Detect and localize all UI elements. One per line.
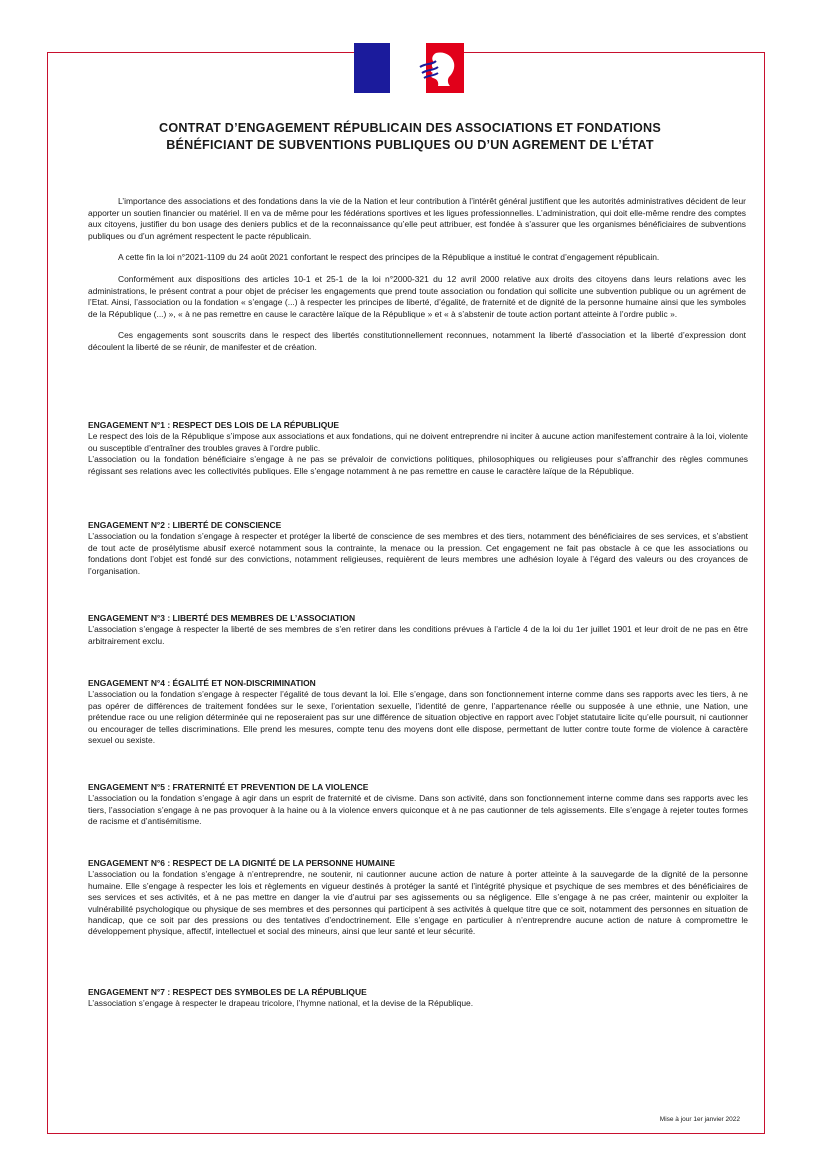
engagement-text: L’association ou la fondation s’engage à n’entreprendre, ne soutenir, ni cautionner aucune action de nature à porter atteinte à la sauvegarde de la dignité de la personne humaine. Elle s’engage à respecter les lois et règlements en vigueur destinés à protéger la santé et l’intégrité physique et psychique de ses membres et des bénéficiaires de ses services et ses activités, et à ne pas mettre en danger la vie d’autrui par ses agissements ou sa négligence. Elle s’engage à ne pas créer, maintenir ou exploiter la vulnérabilité psychologique ou physique de ses membres et des personnes qui participent à ses activités à quelque titre que ce soit, notamment des personnes en situation de handicap, que ce soit par des pressions ou des tentatives d’endoctrinement. Elle s’engage en particulier à n’entreprendre aucune action de nature à compromettre le développement physique, affectif, intellectuel et social des mineurs, ainsi que leur santé et leur sécurité. [88, 869, 748, 937]
engagement-heading: ENGAGEMENT N°2 : LIBERTÉ DE CONSCIENCE [88, 520, 282, 530]
engagement-text: Le respect des lois de la République s’impose aux associations et aux fondations, qui ne doivent entreprendre ni inciter à aucune action manifestement contraire à la loi, violente ou susceptible d’entraîner des troubles graves à l’ordre public. [88, 431, 748, 453]
engagement-heading: ENGAGEMENT N°4 : ÉGALITÉ ET NON-DISCRIMINATION [88, 678, 316, 688]
engagement-heading: ENGAGEMENT N°5 : FRATERNITÉ ET PREVENTION DE LA VIOLENCE [88, 782, 369, 792]
engagement-heading: ENGAGEMENT N°1 : RESPECT DES LOIS DE LA RÉPUBLIQUE [88, 420, 340, 430]
engagement-text: L’association ou la fondation s’engage à agir dans un esprit de fraternité et de civisme. Dans son activité, dans son fonctionnement interne comme dans ses rapports avec les tiers, l’association s’engage à ne pas provoquer à la haine ou à la violence envers quiconque et à ne pas cautionner de tels agissements. Elle s’engage à rejeter toutes formes de racisme et d’antisémitisme. [88, 793, 748, 827]
engagement-text: L’association s’engage à respecter la liberté de ses membres de s’en retirer dans les conditions prévues à l’article 4 de la loi du 1er juillet 1901 et leur droit de ne pas en être arbitrairement exclu. [88, 624, 748, 646]
republique-francaise-logo [354, 43, 464, 93]
engagement-5 [88, 782, 748, 828]
engagement-1 [88, 420, 748, 477]
intro-paragraph: Conformément aux dispositions des articles 10-1 et 25-1 de la loi n°2000-321 du 12 avril 2000 relative aux droits des citoyens dans leurs relations avec les administrations, le présent contrat a pour objet de préciser les engagements que prend toute association ou fondation qui sollicite une subvention publique ou un agrément de l’Etat. Ainsi, l’association ou la fondation « s’engage (...) à respecter les principes de liberté, d’égalité, de fraternité et de dignité de la personne humaine ainsi que les symboles de la République (...) », « à ne pas remettre en cause le caractère laïque de la République » et « à s’abstenir de toute action portant atteinte à l’ordre public ». [88, 273, 746, 319]
intro-paragraph: A cette fin la loi n°2021-1109 du 24 août 2021 confortant le respect des principes de la République a institué le contrat d’engagement républicain. [118, 252, 660, 263]
engagement-3 [88, 613, 748, 647]
title-line-1: CONTRAT D’ENGAGEMENT RÉPUBLICAIN DES ASSOCIATIONS ET FONDATIONS [159, 121, 661, 135]
engagement-2 [88, 520, 748, 577]
engagement-text: L’association s’engage à respecter le drapeau tricolore, l’hymne national, et la devise de la République. [88, 998, 474, 1009]
intro-paragraph: L’importance des associations et des fondations dans la vie de la Nation et leur contribution à l’intérêt général justifient que les autorités administratives décident de leur apporter un soutien financier ou matériel. Il en va de même pour les fédérations sportives et les ligues professionnelles. L’administration, qui doit elle-même rendre des comptes aux citoyens, justifier du bon usage des deniers publics et de la reconnaissance qu’elle peut attribuer, est fondée à s’assurer que les organismes bénéficiaires de subventions publiques ou d’un agrément respectent le pacte républicain. [88, 196, 746, 241]
engagement-6 [88, 858, 748, 938]
engagement-text: L’association ou la fondation s’engage à respecter l’égalité de tous devant la loi. Elle s’engage, dans son fonctionnement interne comme dans ses rapports avec les tiers, à ne pas opérer de différences de traitement fondées sur le sexe, l’orientation sexuelle, l’identité de genre, l’appartenance réelle ou supposée à une ethnie, une Nation, une prétendue race ou une religion déterminée qui ne reposeraient pas sur une différence de situation objective en rapport avec l’objet statutaire licite qu’elle poursuit, ni cautionner ou encourager de telles discriminations. Elle prend les mesures, compte tenu des moyens dont elle dispose, permettant de lutter contre toute forme de violence à caractère sexuel ou sexiste. [88, 689, 748, 746]
engagement-7 [88, 987, 748, 1010]
engagement-heading: ENGAGEMENT N°3 : LIBERTÉ DES MEMBRES DE L’ASSOCIATION [88, 613, 356, 623]
title-line-2: BÉNÉFICIANT DE SUBVENTIONS PUBLIQUES OU D’UN AGREMENT DE L’ÉTAT [166, 138, 654, 152]
engagement-heading: ENGAGEMENT N°7 : RESPECT DES SYMBOLES DE LA RÉPUBLIQUE [88, 987, 367, 997]
document-title [100, 120, 720, 154]
engagement-text: L’association ou la fondation s’engage à respecter et protéger la liberté de conscience de ses membres et des tiers, notamment des bénéficiaires de ses services, et s’abstient de tout acte de prosélytisme abusif exercé notamment sous la contrainte, la menace ou la pression. Cet engagement ne fait pas obstacle à ce que les associations ou fondations dont l’objet est fondé sur des convictions, notamment religieuses, requièrent de leurs membres une adhésion loyale à l’égard des valeurs ou des croyances de l’organisation. [88, 531, 748, 576]
intro-paragraph: Ces engagements sont souscrits dans le respect des libertés constitutionnellement reconnues, notamment la liberté d’association et la liberté d’expression dont découlent la liberté de se réunir, de manifester et de création. [88, 330, 746, 352]
engagement-text: L’association ou la fondation bénéficiaire s’engage à ne pas se prévaloir de convictions politiques, philosophiques ou religieuses pour s’affranchir des règles communes régissant ses relations avec les collectivités publiques. Elle s’engage notamment à ne pas remettre en cause le caractère laïque de la République. [88, 454, 748, 476]
update-date: Mise à jour 1er janvier 2022 [659, 1116, 740, 1123]
engagement-4 [88, 678, 748, 746]
logo-white-band [390, 43, 426, 93]
engagement-heading: ENGAGEMENT N°6 : RESPECT DE LA DIGNITÉ DE LA PERSONNE HUMAINE [88, 858, 395, 868]
introduction [88, 196, 746, 364]
marianne-profile-icon [418, 49, 462, 87]
logo-blue-band [354, 43, 390, 93]
